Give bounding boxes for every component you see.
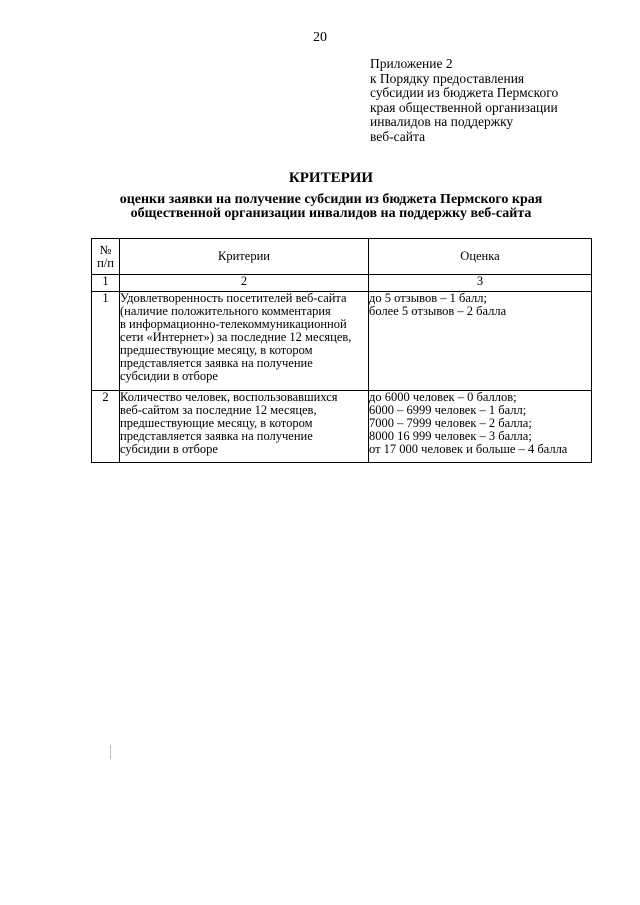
score-line: до 5 отзывов – 1 балл; <box>369 291 487 305</box>
criteria-line: представляется заявка на получение <box>120 429 313 443</box>
appendix-line: края общественной организации <box>370 99 558 115</box>
subtitle-line: общественной организации инвалидов на поддержку веб-сайта <box>130 206 532 221</box>
score-line: более 5 отзывов – 2 балла <box>369 304 507 318</box>
header-score: Оценка <box>369 239 592 275</box>
column-number-row <box>92 275 592 292</box>
score-line: 8000 16 999 человек – 3 балла; <box>369 429 532 443</box>
criteria-line: предшествующие месяцу, в котором <box>120 416 313 430</box>
criteria-table <box>91 238 592 463</box>
column-number: 1 <box>92 275 120 292</box>
criteria-line: предшествующие месяцу, в котором <box>120 343 313 357</box>
criteria-line: в информационно-телекоммуникационной <box>120 317 347 331</box>
table-header-row <box>92 239 592 275</box>
appendix-line: субсидии из бюджета Пермского <box>370 85 559 100</box>
scan-mark <box>110 745 111 759</box>
column-number: 2 <box>120 275 369 292</box>
appendix-line: инвалидов на поддержку <box>370 114 514 129</box>
criteria-line: Количество человек, воспользовавшихся <box>120 390 338 404</box>
header-criteria: Критерии <box>120 239 369 275</box>
criteria-line: сети «Интернет») за последние 12 месяцев, <box>120 330 352 344</box>
criteria-line: субсидии в отборе <box>120 369 218 383</box>
header-num-symbol: № <box>99 242 112 257</box>
score-cell <box>369 391 592 463</box>
appendix-line: веб-сайта <box>370 128 426 144</box>
page-number: 20 <box>313 30 327 45</box>
score-cell <box>369 292 592 391</box>
appendix-line: к Порядку предоставления <box>370 70 525 86</box>
score-line: до 6000 человек – 0 баллов; <box>369 390 517 404</box>
row-number: 2 <box>92 391 120 463</box>
appendix-line: Приложение 2 <box>370 56 453 71</box>
criteria-line: Удовлетворенность посетителей веб-сайта <box>120 291 347 305</box>
criteria-cell <box>120 391 369 463</box>
appendix-note <box>370 57 600 144</box>
column-number: 3 <box>369 275 592 292</box>
criteria-line: субсидии в отборе <box>120 442 218 456</box>
row-number: 1 <box>92 292 120 391</box>
table-row <box>92 292 592 391</box>
criteria-cell <box>120 292 369 391</box>
document-title: КРИТЕРИИ <box>288 170 374 186</box>
criteria-line: представляется заявка на получение <box>120 356 313 370</box>
criteria-line: веб-сайтом за последние 12 месяцев, <box>120 403 317 417</box>
subtitle-line: оценки заявки на получение субсидии из бюджета Пермского края <box>119 192 543 207</box>
document-subtitle <box>0 193 640 221</box>
score-line: 6000 – 6999 человек – 1 балл; <box>369 403 527 417</box>
header-num <box>92 239 120 275</box>
score-line: 7000 – 7999 человек – 2 балла; <box>369 416 532 430</box>
score-line: от 17 000 человек и больше – 4 балла <box>369 442 568 456</box>
table-row <box>92 391 592 463</box>
criteria-line: (наличие положительного комментария <box>120 304 331 318</box>
header-num-abbrev: п/п <box>97 255 114 270</box>
